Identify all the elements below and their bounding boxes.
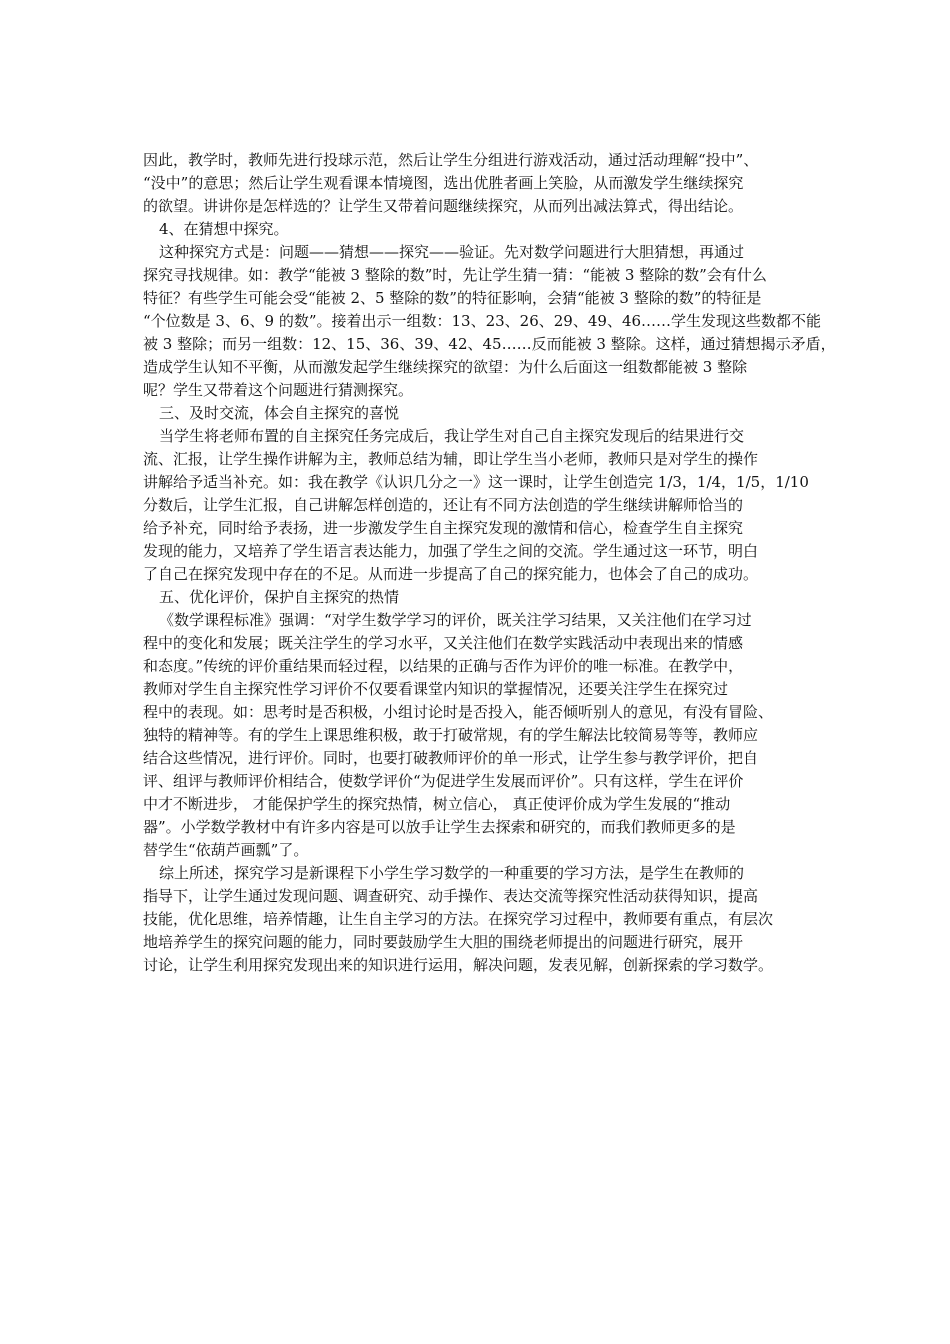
text-line: 器”。小学数学教材中有许多内容是可以放手让学生去探索和研究的，而我们教师更多的是 <box>143 818 736 836</box>
text-line: 综上所述，探究学习是新课程下小学生学习数学的一种重要的学习方法，是学生在教师的 <box>159 864 745 882</box>
text-line: 替学生“依葫芦画瓢”了。 <box>143 841 309 859</box>
text-line: 程中的变化和发展；既关注学生的学习水平，又关注他们在数学实践活动中表现出来的情感 <box>143 634 744 652</box>
text-line: 讲解给予适当补充。如：我在教学《认识几分之一》这一课时，让学生创造完 1/3，1/4，1/5，1/10 <box>143 473 809 491</box>
text-line: 结合这些情况，进行评价。同时，也要打破教师评价的单一形式，让学生参与教学评价，把自 <box>143 749 759 767</box>
text-line: 造成学生认知不平衡，从而激发起学生继续探究的欲望：为什么后面这一组数都能被 3 整除 <box>143 358 748 376</box>
section-heading: 五、优化评价，保护自主探究的热情 <box>159 588 400 606</box>
document-page <box>143 149 836 977</box>
text-line: 当学生将老师布置的自主探究任务完成后，我让学生对自己自主探究发现后的结果进行交 <box>159 427 745 445</box>
section-heading: 4、在猜想中探究。 <box>159 220 289 238</box>
text-line: 被 3 整除；而另一组数：12、15、36、39、42、45……反而能被 3 整除。这样，通过猜想揭示矛盾， <box>143 335 836 353</box>
text-line: 《数学课程标准》强调：“对学生数学学习的评价，既关注学习结果，又关注他们在学习过 <box>159 611 752 629</box>
text-line: 评、组评与教师评价相结合，使数学评价“为促进学生发展而评价”。只有这样，学生在评价 <box>143 772 744 790</box>
text-line: 探究寻找规律。如：教学“能被 3 整除的数”时，先让学生猜一猜：“能被 3 整除的数”会有什么 <box>143 266 767 284</box>
text-line: 因此，教学时，教师先进行投球示范，然后让学生分组进行游戏活动，通过活动理解“投中”、 <box>143 151 759 169</box>
text-line: 了自己在探究发现中存在的不足。从而进一步提高了自己的探究能力，也体会了自己的成功。 <box>143 565 759 583</box>
text-line: 给予补充，同时给予表扬，进一步激发学生自主探究发现的激情和信心，检查学生自主探究 <box>143 519 744 537</box>
text-line: “个位数是 3、6、9 的数”。接着出示一组数：13、23、26、29、49、46……学生发现这些数都不能 <box>143 312 822 330</box>
text-line: 这种探究方式是：问题——猜想——探究——验证。先对数学问题进行大胆猜想，再通过 <box>159 243 745 261</box>
text-line: 讨论，让学生利用探究发现出来的知识进行运用，解决问题，发表见解，创新探索的学习数学。 <box>143 956 774 974</box>
text-line: 教师对学生自主探究性学习评价不仅要看课堂内知识的掌握情况，还要关注学生在探究过 <box>143 680 729 698</box>
text-line: 程中的表现。如：思考时是否积极，小组讨论时是否投入，能否倾听别人的意见，有没有冒险、 <box>143 703 774 721</box>
text-line: 发现的能力，又培养了学生语言表达能力，加强了学生之间的交流。学生通过这一环节，明白 <box>143 542 759 560</box>
text-line: 的欲望。讲讲你是怎样选的？让学生又带着问题继续探究，从而列出减法算式，得出结论。 <box>143 197 744 215</box>
text-line: 技能，优化思维，培养情趣，让生自主学习的方法。在探究学习过程中，教师要有重点，有层次 <box>143 910 774 928</box>
text-line: 特征？有些学生可能会受“能被 2、5 整除的数”的特征影响，会猜“能被 3 整除的数”的特征是 <box>143 289 762 307</box>
section-heading: 三、及时交流，体会自主探究的喜悦 <box>159 404 400 422</box>
text-line: 指导下，让学生通过发现问题、调查研究、动手操作、表达交流等探究性活动获得知识，提高 <box>143 887 759 905</box>
text-line: 呢？学生又带着这个问题进行猜测探究。 <box>143 381 414 399</box>
text-line: 地培养学生的探究问题的能力，同时要鼓励学生大胆的围绕老师提出的问题进行研究，展开 <box>143 933 744 951</box>
text-line: 分数后，让学生汇报，自己讲解怎样创造的，还让有不同方法创造的学生继续讲解师恰当的 <box>143 496 744 514</box>
text-line: 中才不断进步， 才能保护学生的探究热情，树立信心， 真正使评价成为学生发展的“推动 <box>143 795 731 813</box>
text-line: 流、汇报，让学生操作讲解为主，教师总结为辅，即让学生当小老师，教师只是对学生的操作 <box>143 450 759 468</box>
text-line: 和态度。”传统的评价重结果而轻过程，以结果的正确与否作为评价的唯一标准。在教学中， <box>143 657 744 675</box>
text-line: 独特的精神等。有的学生上课思维积极，敢于打破常规，有的学生解法比较简易等等，教师应 <box>143 726 759 744</box>
text-line: “没中”的意思；然后让学生观看课本情境图，选出优胜者画上笑脸，从而激发学生继续探究 <box>143 174 744 192</box>
